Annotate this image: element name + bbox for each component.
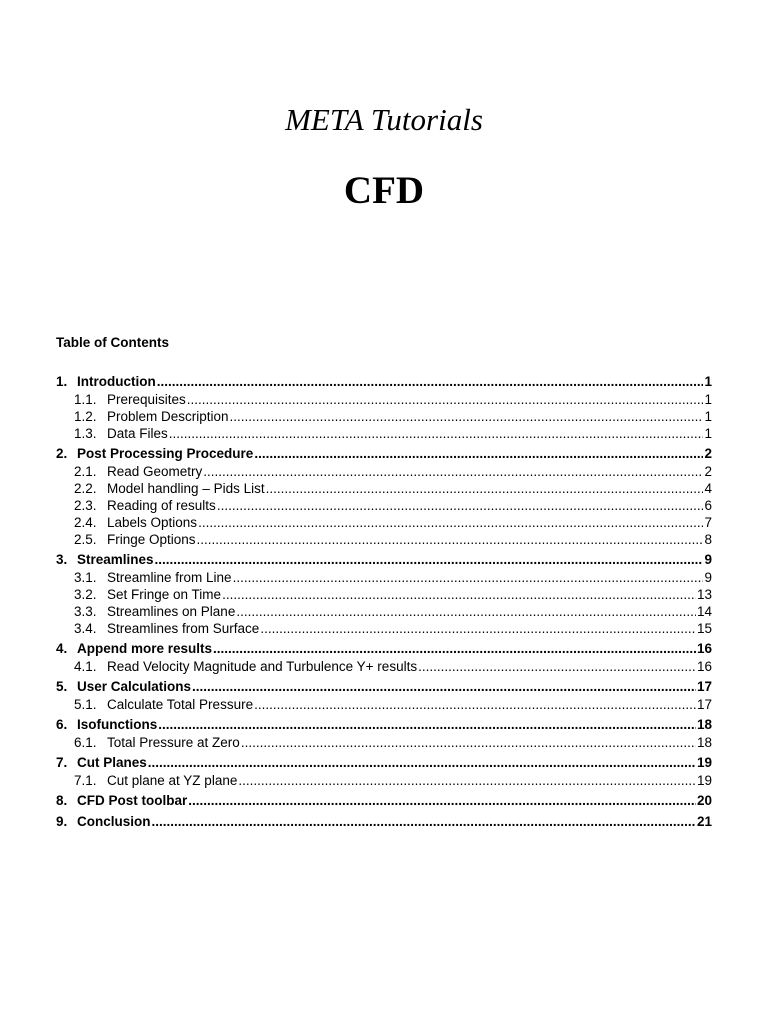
toc-dot-leader bbox=[169, 425, 704, 442]
toc-entry-number: 1.1. bbox=[74, 392, 97, 407]
toc-dot-leader bbox=[192, 677, 696, 696]
toc-dot-leader bbox=[187, 391, 704, 408]
toc-section-entry[interactable] bbox=[56, 444, 712, 463]
toc-dot-leader bbox=[222, 586, 696, 603]
toc-dot-leader bbox=[254, 696, 696, 713]
toc-section-entry[interactable] bbox=[56, 677, 712, 696]
toc-section-entry[interactable] bbox=[56, 753, 712, 772]
toc-entry-label: Streamlines bbox=[77, 552, 154, 567]
toc-dot-leader bbox=[230, 408, 704, 425]
toc-entry-page-number: 1 bbox=[704, 409, 712, 424]
toc-entry-number: 3.3. bbox=[74, 604, 97, 619]
toc-entry-page-number: 16 bbox=[696, 659, 712, 674]
toc-entry-number: 4.1. bbox=[74, 659, 97, 674]
toc-entry-page-number: 1 bbox=[704, 392, 712, 407]
toc-entry-label: Data Files bbox=[107, 426, 168, 441]
toc-entry-number: 2.4. bbox=[74, 515, 97, 530]
toc-entry-label: Prerequisites bbox=[107, 392, 186, 407]
toc-entry-page-number: 17 bbox=[696, 697, 712, 712]
toc-subsection-entry[interactable] bbox=[56, 425, 712, 442]
toc-entry-label: Calculate Total Pressure bbox=[107, 697, 254, 712]
toc-dot-leader bbox=[155, 550, 704, 569]
toc-subsection-entry[interactable] bbox=[56, 658, 712, 675]
toc-entry-label: Isofunctions bbox=[77, 717, 158, 732]
document-subtitle: CFD bbox=[343, 169, 425, 212]
toc-entry-label: Cut Planes bbox=[77, 755, 147, 770]
toc-entry-label: Fringe Options bbox=[107, 532, 196, 547]
toc-dot-leader bbox=[266, 480, 704, 497]
toc-entry-label: Post Processing Procedure bbox=[77, 446, 254, 461]
toc-entry-number: 7.1. bbox=[74, 773, 97, 788]
toc-entry-label: Problem Description bbox=[107, 409, 229, 424]
toc-entry-number: 2.2. bbox=[74, 481, 97, 496]
toc-entry-label: Introduction bbox=[77, 374, 156, 389]
toc-entry-page-number: 4 bbox=[704, 481, 712, 496]
toc-subsection-entry[interactable] bbox=[56, 696, 712, 713]
toc-entry-number: 6. bbox=[56, 717, 68, 732]
toc-entry-label: CFD Post toolbar bbox=[77, 793, 188, 808]
toc-entry-number: 2.1. bbox=[74, 464, 97, 479]
toc-dot-leader bbox=[158, 715, 696, 734]
toc-entry-number: 3.2. bbox=[74, 587, 97, 602]
toc-entry-page-number: 14 bbox=[696, 604, 712, 619]
toc-entry-label: Set Fringe on Time bbox=[107, 587, 222, 602]
toc-entry-page-number: 1 bbox=[704, 426, 712, 441]
toc-entry-page-number: 2 bbox=[704, 464, 712, 479]
toc-entry-label: Labels Options bbox=[107, 515, 198, 530]
toc-dot-leader bbox=[188, 791, 696, 810]
toc-entry-label: Cut plane at YZ plane bbox=[107, 773, 238, 788]
toc-section-entry[interactable] bbox=[56, 812, 712, 831]
document-title: META Tutorials bbox=[285, 102, 483, 137]
toc-entry-number: 2. bbox=[56, 446, 68, 461]
toc-subsection-entry[interactable] bbox=[56, 586, 712, 603]
toc-subsection-entry[interactable] bbox=[56, 603, 712, 620]
toc-entry-number: 7. bbox=[56, 755, 68, 770]
toc-entry-number: 3.4. bbox=[74, 621, 97, 636]
toc-dot-leader bbox=[148, 753, 696, 772]
toc-entry-label: Streamlines on Plane bbox=[107, 604, 236, 619]
toc-section-entry[interactable] bbox=[56, 550, 712, 569]
toc-entry-label: Read Velocity Magnitude and Turbulence Y+ results bbox=[107, 659, 418, 674]
toc-subsection-entry[interactable] bbox=[56, 514, 712, 531]
toc-subsection-entry[interactable] bbox=[56, 772, 712, 789]
toc-section-entry[interactable] bbox=[56, 372, 712, 391]
toc-dot-leader bbox=[254, 444, 703, 463]
toc-dot-leader bbox=[203, 463, 703, 480]
toc-entry-number: 3. bbox=[56, 552, 68, 567]
toc-entry-label: Read Geometry bbox=[107, 464, 203, 479]
toc-entry-number: 2.5. bbox=[74, 532, 97, 547]
toc-entry-page-number: 1 bbox=[704, 374, 712, 389]
toc-entry-page-number: 21 bbox=[696, 814, 712, 829]
toc-entry-label: Append more results bbox=[77, 641, 213, 656]
toc-subsection-entry[interactable] bbox=[56, 569, 712, 586]
toc-entry-page-number: 2 bbox=[704, 446, 712, 461]
toc-section-entry[interactable] bbox=[56, 791, 712, 810]
toc-entry-page-number: 18 bbox=[696, 735, 712, 750]
toc-dot-leader bbox=[198, 514, 703, 531]
toc-entry-number: 1.3. bbox=[74, 426, 97, 441]
toc-entry-label: Streamlines from Surface bbox=[107, 621, 260, 636]
toc-dot-leader bbox=[260, 620, 696, 637]
toc-entry-label: Model handling – Pids List bbox=[107, 481, 265, 496]
toc-entry-page-number: 9 bbox=[704, 570, 712, 585]
toc-section-entry[interactable] bbox=[56, 639, 712, 658]
toc-heading: Table of Contents bbox=[56, 335, 169, 350]
toc-entry-number: 6.1. bbox=[74, 735, 97, 750]
toc-dot-leader bbox=[418, 658, 696, 675]
toc-entry-page-number: 16 bbox=[696, 641, 712, 656]
toc-dot-leader bbox=[217, 497, 704, 514]
toc-dot-leader bbox=[152, 812, 696, 831]
toc-entry-page-number: 18 bbox=[696, 717, 712, 732]
toc-entry-number: 1. bbox=[56, 374, 68, 389]
toc-entry-page-number: 19 bbox=[696, 773, 712, 788]
toc-entry-page-number: 19 bbox=[696, 755, 712, 770]
toc-entry-page-number: 15 bbox=[696, 621, 712, 636]
toc-entry-page-number: 13 bbox=[696, 587, 712, 602]
toc-entry-page-number: 7 bbox=[704, 515, 712, 530]
toc-entry-page-number: 9 bbox=[704, 552, 712, 567]
toc-dot-leader bbox=[233, 569, 704, 586]
toc-dot-leader bbox=[157, 372, 704, 391]
toc-dot-leader bbox=[197, 531, 704, 548]
toc-entry-number: 5.1. bbox=[74, 697, 97, 712]
toc-entry-label: Total Pressure at Zero bbox=[107, 735, 240, 750]
toc-entry-number: 8. bbox=[56, 793, 68, 808]
toc-subsection-entry[interactable] bbox=[56, 480, 712, 497]
toc-subsection-entry[interactable] bbox=[56, 391, 712, 408]
toc-subsection-entry[interactable] bbox=[56, 408, 712, 425]
table-of-contents bbox=[56, 372, 712, 831]
toc-subsection-entry[interactable] bbox=[56, 531, 712, 548]
toc-entry-page-number: 20 bbox=[696, 793, 712, 808]
toc-entry-label: Streamline from Line bbox=[107, 570, 232, 585]
toc-dot-leader bbox=[213, 639, 696, 658]
toc-subsection-entry[interactable] bbox=[56, 463, 712, 480]
toc-dot-leader bbox=[241, 734, 696, 751]
toc-entry-number: 5. bbox=[56, 679, 68, 694]
toc-entry-label: User Calculations bbox=[77, 679, 192, 694]
toc-entry-label: Reading of results bbox=[107, 498, 216, 513]
toc-subsection-entry[interactable] bbox=[56, 734, 712, 751]
toc-subsection-entry[interactable] bbox=[56, 497, 712, 514]
toc-subsection-entry[interactable] bbox=[56, 620, 712, 637]
toc-entry-number: 4. bbox=[56, 641, 68, 656]
toc-dot-leader bbox=[236, 603, 696, 620]
toc-entry-page-number: 6 bbox=[704, 498, 712, 513]
toc-entry-page-number: 17 bbox=[696, 679, 712, 694]
toc-entry-number: 9. bbox=[56, 814, 68, 829]
toc-dot-leader bbox=[238, 772, 696, 789]
toc-entry-number: 2.3. bbox=[74, 498, 97, 513]
toc-entry-number: 3.1. bbox=[74, 570, 97, 585]
toc-entry-number: 1.2. bbox=[74, 409, 97, 424]
toc-section-entry[interactable] bbox=[56, 715, 712, 734]
toc-entry-label: Conclusion bbox=[77, 814, 151, 829]
toc-entry-page-number: 8 bbox=[704, 532, 712, 547]
